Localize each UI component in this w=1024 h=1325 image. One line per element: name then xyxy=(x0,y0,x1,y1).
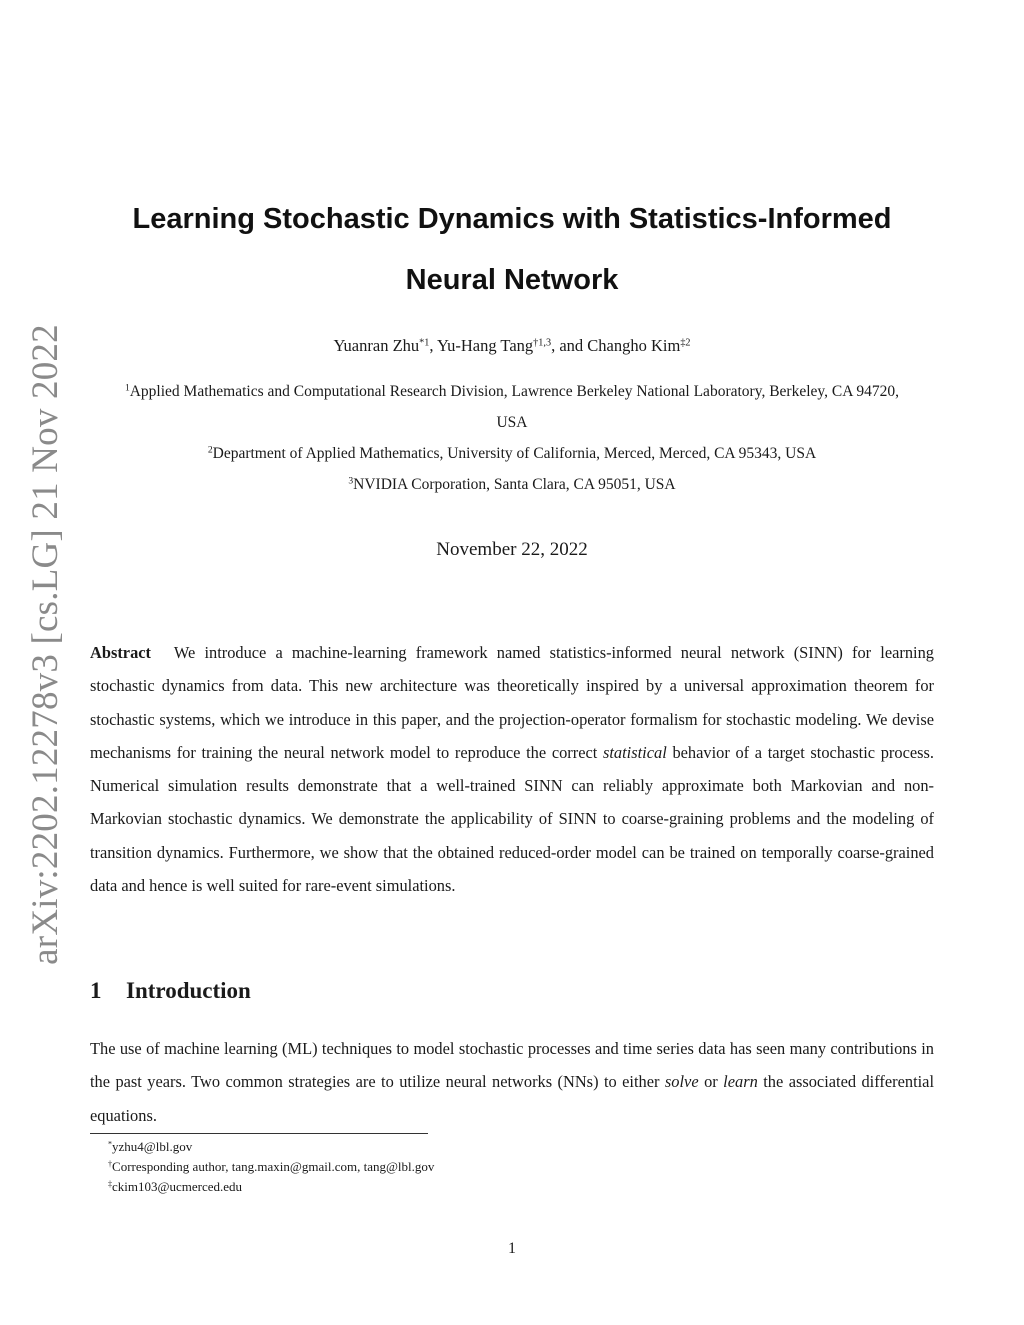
affiliation-2 xyxy=(90,445,934,463)
footnote-divider xyxy=(90,1133,428,1134)
affiliation-text: Department of Applied Mathematics, University of California, Merced, Merced, CA 95343, USA xyxy=(212,445,817,462)
author-separator: , xyxy=(429,336,438,355)
author-name: Changho Kim xyxy=(587,336,681,355)
page-number: 1 xyxy=(508,1240,516,1257)
affiliation-3 xyxy=(90,476,934,494)
author-mark: †1,3 xyxy=(533,337,552,349)
footnote-text: ckim103@ucmerced.edu xyxy=(112,1179,243,1194)
footnote-mark: † xyxy=(108,1159,113,1169)
abstract-emphasis: statistical xyxy=(603,742,667,762)
affiliation-text: Applied Mathematics and Computational Research Division, Lawrence Berkeley National Laboratory, Berkeley, CA 94720, xyxy=(129,383,900,400)
footnote xyxy=(108,1157,434,1177)
affiliation-mark: 1 xyxy=(124,382,130,394)
affiliation-mark: 3 xyxy=(348,475,354,487)
paper-title-line-2: Neural Network xyxy=(405,264,619,296)
section-number: 1 xyxy=(90,978,102,1003)
author-name: Yu-Hang Tang xyxy=(437,336,534,355)
introduction-paragraph xyxy=(90,1032,934,1132)
author-name: Yuanran Zhu xyxy=(333,336,420,355)
section-title: Introduction xyxy=(126,978,251,1003)
paper-title-line-1: Learning Stochastic Dynamics with Statistics-Informed xyxy=(132,203,892,235)
footnote-text: yzhu4@lbl.gov xyxy=(112,1139,193,1154)
abstract xyxy=(90,636,934,902)
affiliation-mark: 2 xyxy=(207,444,213,456)
footnote-mark: * xyxy=(108,1139,113,1149)
author-mark: *1 xyxy=(419,337,430,349)
author-list xyxy=(90,336,934,356)
footnote-text: Corresponding author, tang.maxin@gmail.com, tang@lbl.gov xyxy=(112,1159,435,1174)
footnote-mark: ‡ xyxy=(108,1179,113,1189)
intro-text: the associated differential equations. xyxy=(90,1072,935,1125)
intro-emphasis: learn xyxy=(723,1072,758,1092)
affiliation-1 xyxy=(90,383,934,401)
author-mark: ‡2 xyxy=(680,337,691,349)
footnote xyxy=(108,1137,434,1157)
author-separator: , and xyxy=(551,336,588,355)
arxiv-identifier-stamp xyxy=(20,323,70,965)
affiliation-text: NVIDIA Corporation, Santa Clara, CA 95051, USA xyxy=(353,476,676,493)
affiliation-1-continued: USA xyxy=(496,414,528,431)
footnote xyxy=(108,1177,434,1197)
intro-text: or xyxy=(704,1072,718,1092)
section-heading-introduction xyxy=(90,978,251,1004)
abstract-label: Abstract xyxy=(90,643,151,662)
arxiv-id-text: arXiv:2202.12278v3 [cs.LG] 21 Nov 2022 xyxy=(24,323,66,965)
intro-text: The use of machine learning (ML) techniques to model stochastic processes and time series data has seen many contributions in the past years. Two common strategies are to utilize neural networks (NNs) to either xyxy=(90,1039,934,1092)
publication-date: November 22, 2022 xyxy=(436,539,588,560)
footnotes xyxy=(108,1137,434,1197)
abstract-text: behavior of a target stochastic process. Numerical simulation results demonstrate that a well-trained SINN can reliably approximate both Markovian and non-Markovian stochastic dynamics. We demonstrate the applicability of SINN to coarse-graining problems and the modeling of transition dynamics. Furthermore, we show that the obtained reduced-order model can be trained on temporally coarse-grained data and hence is well suited for rare-event simulations. xyxy=(90,742,934,896)
abstract-text: We introduce a machine-learning framework named statistics-informed neural network (SINN) for learning stochastic dynamics from data. This new architecture was theoretically inspired by a universal approximation theorem for stochastic systems, which we introduce in this paper, and the projection-operator formalism for stochastic modeling. We devise mechanisms for training the neural network model to reproduce the correct xyxy=(90,643,934,762)
intro-emphasis: solve xyxy=(664,1072,699,1092)
